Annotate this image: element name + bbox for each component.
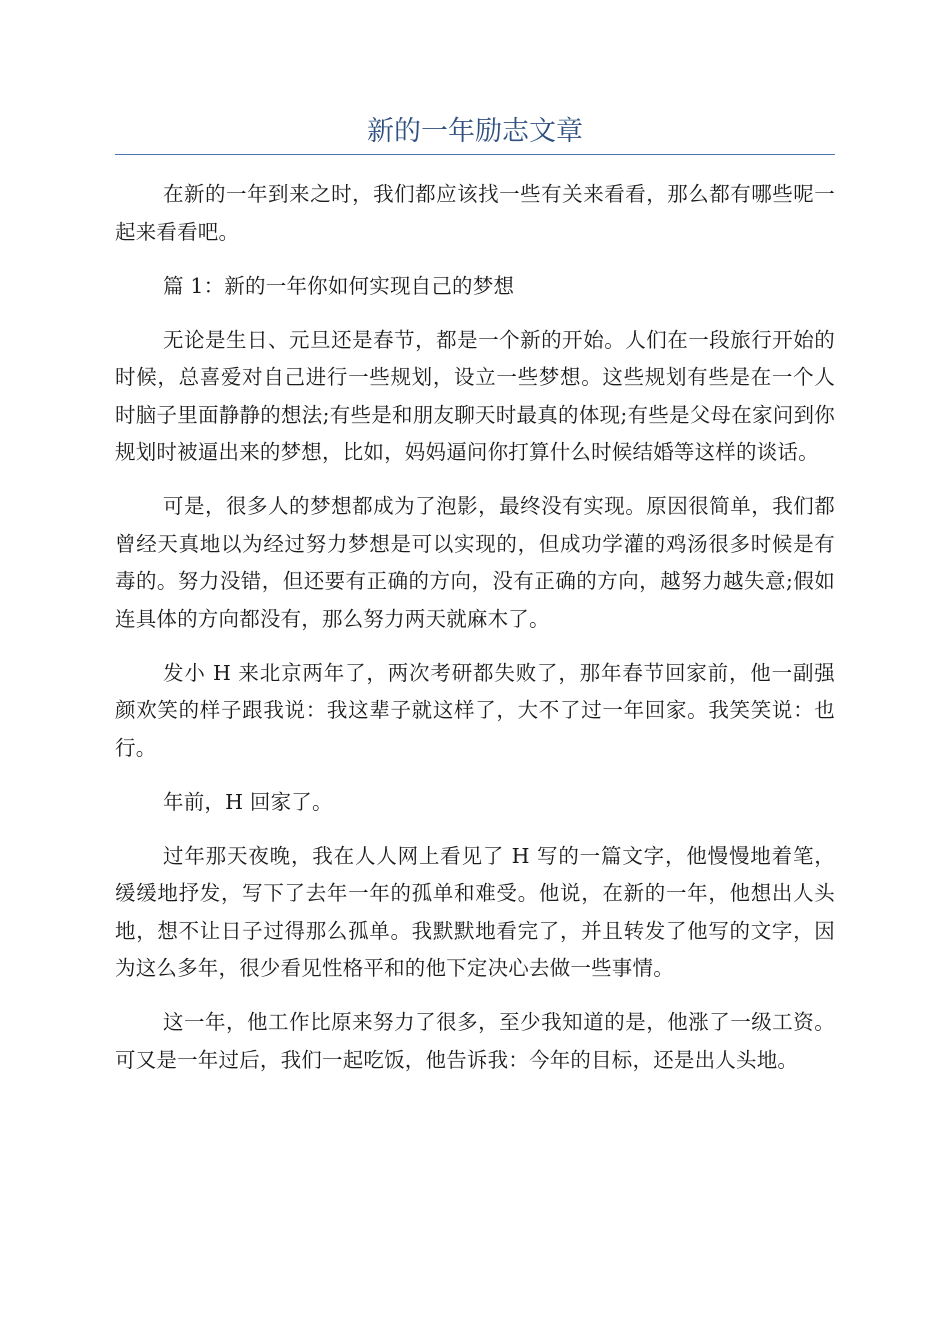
paragraph: 过年那天夜晚，我在人人网上看见了 H 写的一篇文字，他慢慢地着笔，缓缓地抒发，写下了去年一年的孤单和难受。他说，在新的一年，他想出人头地，想不让日子过得那么孤单。我默默地看完了，并且转发了他写的文字，因为这么多年，很少看见性格平和的他下定决心去做一些事情。 (115, 843, 835, 980)
paragraph: 无论是生日、元旦还是春节，都是一个新的开始。人们在一段旅行开始的时候，总喜爱对自己进行一些规划，设立一些梦想。这些规划有些是在一个人时脑子里面静静的想法;有些是和朋友聊天时最真的体现;有些是父母在家问到你规划时被逼出来的梦想，比如，妈妈逼问你打算什么时候结婚等这样的谈话。 (115, 327, 835, 464)
paragraph-intro: 在新的一年到来之时，我们都应该找一些有关来看看，那么都有哪些呢一起来看看吧。 (115, 182, 835, 244)
paragraph: 发小 H 来北京两年了，两次考研都失败了，那年春节回家前，他一副强颜欢笑的样子跟我说：我这辈子就这样了，大不了过一年回家。我笑笑说：也行。 (115, 660, 835, 760)
paragraph: 这一年，他工作比原来努力了很多，至少我知道的是，他涨了一级工资。可又是一年过后，我们一起吃饭，他告诉我：今年的目标，还是出人头地。 (115, 1010, 835, 1072)
paragraph: 年前，H 回家了。 (163, 789, 333, 814)
document-title: 新的一年励志文章 (367, 116, 583, 147)
section-heading: 篇 1：新的一年你如何实现自己的梦想 (163, 273, 515, 298)
title-underline (115, 154, 835, 155)
paragraph: 可是，很多人的梦想都成为了泡影，最终没有实现。原因很简单，我们都曾经天真地以为经过努力梦想是可以实现的，但成功学灌的鸡汤很多时候是有毒的。努力没错，但还要有正确的方向，没有正确的方向，越努力越失意;假如连具体的方向都没有，那么努力两天就麻木了。 (115, 494, 835, 631)
document-body (115, 176, 835, 1096)
